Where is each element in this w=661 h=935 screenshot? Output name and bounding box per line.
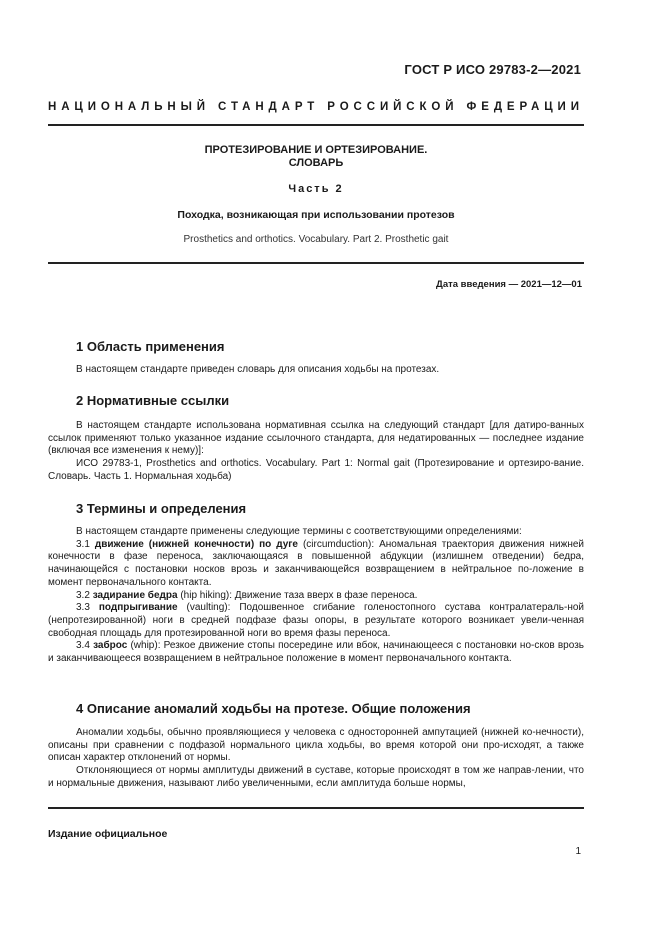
paragraph: Отклоняющиеся от нормы амплитуды движений в суставе, которые происходят в том же направ-лении, что и нормальные движения, называют либо увеличенными, если амплитуда больше нормы, xyxy=(48,765,584,789)
title-line-2: СЛОВАРЬ xyxy=(288,157,344,169)
document-title xyxy=(48,144,584,170)
term-entry: 3.3 подпрыгивание (vaulting): Подошвенное сгибание голеностопного сустава контралатераль-ной (непротезированной) ноги в средней подфазе фазы опоры, в результате которого возникает увели-ченная свободная площадь для протезированной ноги во время фазы переноса. xyxy=(48,602,585,639)
term-entry: 3.2 задирание бедра (hip hiking): Движение таза вверх в фазе переноса. xyxy=(76,589,418,601)
section-2-body xyxy=(48,420,584,484)
section-4-heading: 4 Описание аномалий ходьбы на протезе. Общие положения xyxy=(76,701,471,716)
top-divider xyxy=(48,124,584,126)
title-divider xyxy=(48,262,584,264)
section-1-body xyxy=(48,364,584,377)
term-entry: 3.4 заброс (whip): Резкое движение стопы посередине или вбок, начинающееся с постановки но-сков врозь и заканчивающееся возвращением в нейтральное положение в момент первоначального контакта. xyxy=(48,640,584,665)
footer-divider xyxy=(48,807,584,809)
section-3-body xyxy=(48,526,584,666)
title-line-1: ПРОТЕЗИРОВАНИЕ И ОРТЕЗИРОВАНИЕ. xyxy=(204,144,428,156)
paragraph: В настоящем стандарте использована нормативная ссылка на следующий стандарт [для датиро-ванных ссылок применяют только указанное издание ссылочного стандарта, для недатированных — последнее издание (включая все изменения к нему)]: xyxy=(48,420,584,457)
official-edition-label: Издание официальное xyxy=(48,828,168,840)
section-1-heading: 1 Область применения xyxy=(76,339,225,354)
paragraph: ИСО 29783-1, Prosthetics and orthotics. Vocabulary. Part 1: Normal gait (Протезирование и ортезиро-вание. Словарь. Часть 1. Нормальная ходьба) xyxy=(48,458,584,482)
introduction-date: Дата введения — 2021—12—01 xyxy=(436,279,582,290)
terms-intro: В настоящем стандарте применены следующие термины с соответствующими определениями: xyxy=(76,526,522,537)
document-subtitle: Походка, возникающая при использовании протезов xyxy=(177,209,455,221)
national-standard-label: НАЦИОНАЛЬНЫЙ СТАНДАРТ РОССИЙСКОЙ ФЕДЕРАЦИИ xyxy=(48,101,584,113)
section-4-body xyxy=(48,727,584,791)
document-code: ГОСТ Р ИСО 29783-2—2021 xyxy=(404,62,581,77)
section-2-heading: 2 Нормативные ссылки xyxy=(76,393,230,408)
part-label: Часть 2 xyxy=(288,183,344,195)
paragraph: Аномалии ходьбы, обычно проявляющиеся у человека с односторонней ампутацией (нижней ко-нечности), описаны при сравнении с подфазой нормального цикла ходьбы, во время которой они про-исходят, а также описан характер отклонений от нормы. xyxy=(48,727,584,764)
page-number: 1 xyxy=(575,846,581,857)
paragraph: В настоящем стандарте приведен словарь для описания ходьбы на протезах. xyxy=(76,364,440,375)
section-3-heading: 3 Термины и определения xyxy=(76,501,247,516)
english-title: Prosthetics and orthotics. Vocabulary. Part 2. Prosthetic gait xyxy=(183,234,449,245)
term-entry: 3.1 движение (нижней конечности) по дуге (circumduction): Аномальная траектория движения нижней конечности в фазе переноса, заключающаяся в повышенной абдукции (излишнем отведении) бедра, начинающейся с постановки носков врозь и заканчивающейся возвращением в нейтральное по-ложение в момент первоначального контакта. xyxy=(48,538,585,588)
